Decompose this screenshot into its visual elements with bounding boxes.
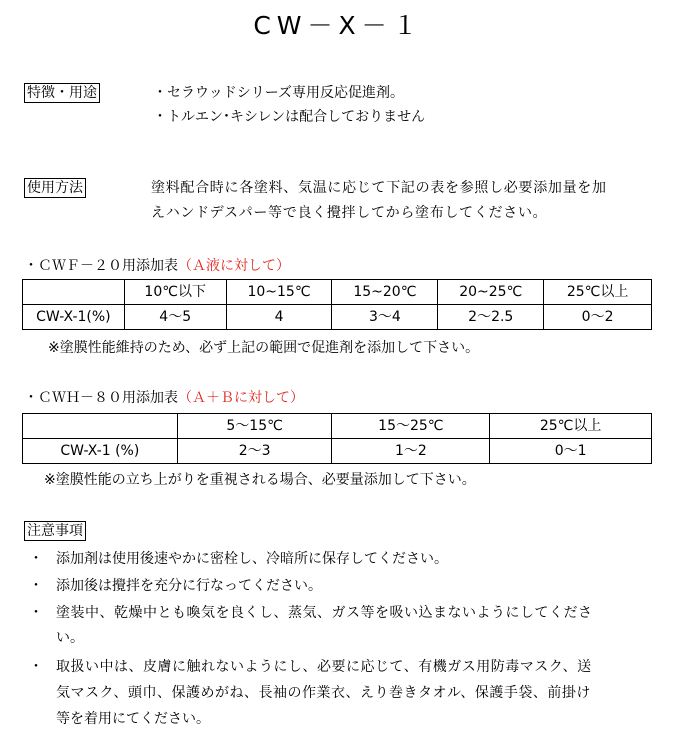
caution-bullet: ・ [29, 578, 43, 594]
table1-header-cell: 20~25℃ [438, 280, 544, 305]
table1-cell: CW-X-1(%) [23, 305, 125, 330]
caution-bullet: ・ [29, 551, 43, 567]
caution-bullet: ・ [29, 605, 43, 621]
table2-caption-text: ・ＣＷＨ－８０用添加表 [24, 390, 178, 406]
table2 [22, 413, 652, 464]
caution-line: 添加後は攪拌を充分に行なってください。 [56, 578, 322, 594]
table2-header-cell: 15～25℃ [332, 414, 490, 439]
caution-line: 添加剤は使用後速やかに密栓し、冷暗所に保存してください。 [56, 551, 448, 567]
table2-caption-note: （Ａ＋Ｂに対して） [178, 390, 304, 406]
table2-note: ※塗膜性能の立ち上がりを重視される場合、必要量添加して下さい。 [44, 472, 476, 488]
table1-header-cell: 25℃以上 [544, 280, 652, 305]
usage-line: えハンドデスパー等で良く攪拌してから塗布してください。 [151, 205, 548, 221]
table1-caption-text: ・ＣＷＦ－２０用添加表 [24, 258, 178, 274]
table1-cell: 4 [226, 305, 332, 330]
table1-header-cell: 15~20℃ [332, 280, 438, 305]
caution-line: 取扱い中は、皮膚に触れないようにし、必要に応じて、有機ガス用防毒マスク、送 [56, 659, 592, 675]
document-title: CW－X－１ [253, 11, 424, 40]
table-row [23, 305, 652, 330]
features-line: ・セラウッドシリーズ専用反応促進剤。 [153, 85, 405, 101]
table-row [23, 439, 652, 464]
usage-heading: 使用方法 [24, 178, 86, 198]
table2-cell: 2～3 [177, 439, 332, 464]
table-row [23, 414, 652, 439]
table2-cell: 0～1 [490, 439, 652, 464]
table2-header-cell [23, 414, 178, 439]
caution-bullet: ・ [29, 659, 43, 675]
table1-cell: 0～2 [544, 305, 652, 330]
table2-cell: 1～2 [332, 439, 490, 464]
table2-caption [24, 389, 304, 407]
caution-line: 気マスク、頭巾、保護めがね、長袖の作業衣、えり巻きタオル、保護手袋、前掛け [56, 685, 591, 701]
table-row [23, 280, 652, 305]
table2-header-cell: 5～15℃ [177, 414, 332, 439]
cautions-heading: 注意事項 [24, 521, 86, 541]
table1-header-cell [23, 280, 125, 305]
table2-cell: CW-X-1 (%) [23, 439, 178, 464]
caution-line: い。 [56, 630, 84, 646]
table1-caption [24, 257, 290, 275]
table1 [22, 279, 652, 330]
table1-cell: 4～5 [124, 305, 226, 330]
usage-line: 塗料配合時に各塗料、気温に応じて下記の表を参照し必要添加量を加 [151, 180, 607, 196]
caution-line: 等を着用にてください。 [56, 711, 210, 727]
table1-note: ※塗膜性能維持のため、必ず上記の範囲で促進剤を添加して下さい。 [48, 340, 480, 356]
table2-header-cell: 25℃以上 [490, 414, 652, 439]
table1-header-cell: 10~15℃ [226, 280, 332, 305]
features-line: ・トルエン･キシレンは配合しておりません [153, 109, 426, 125]
caution-line: 塗装中、乾燥中とも喚気を良くし、蒸気、ガス等を吸い込まないようにしてくださ [56, 605, 593, 621]
table1-caption-note: （Ａ液に対して） [178, 258, 290, 274]
table1-cell: 2～2.5 [438, 305, 544, 330]
features-heading: 特徴・用途 [24, 83, 100, 103]
table1-header-cell: 10℃以下 [124, 280, 226, 305]
table1-cell: 3～4 [332, 305, 438, 330]
